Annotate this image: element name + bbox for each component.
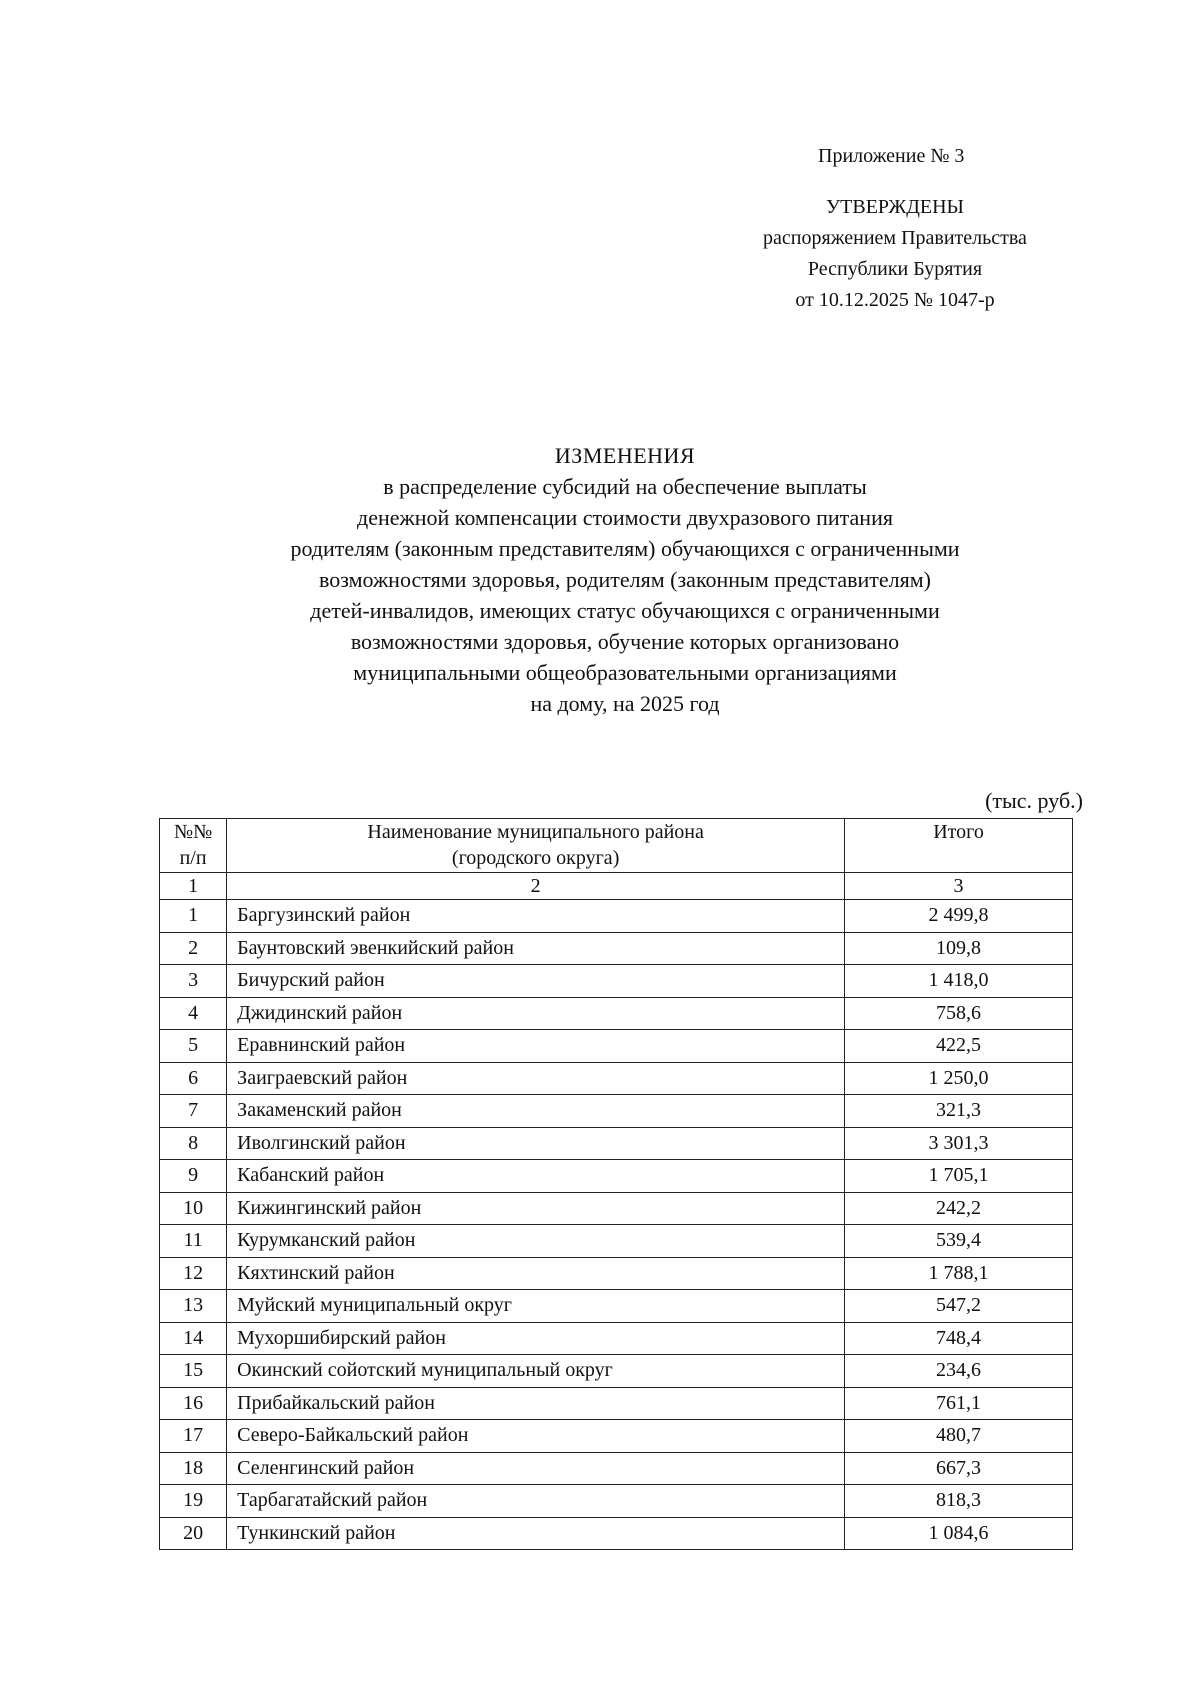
row-number: 19	[160, 1485, 227, 1518]
table-row	[160, 1225, 1073, 1258]
row-district-name: Баунтовский эвенкийский район	[227, 932, 845, 965]
approval-title: УТВЕРЖДЕНЫ	[825, 196, 965, 218]
row-number: 5	[160, 1030, 227, 1063]
header-name-line-2: (городского округа)	[451, 847, 620, 869]
row-number: 6	[160, 1062, 227, 1095]
row-total: 109,8	[845, 932, 1073, 965]
header-total: Итого	[845, 819, 1073, 873]
row-number: 9	[160, 1160, 227, 1193]
row-number: 7	[160, 1095, 227, 1128]
approval-line-3: от 10.12.2025 № 1047-р	[795, 289, 995, 311]
row-number: 2	[160, 932, 227, 965]
row-district-name: Заиграевский район	[227, 1062, 845, 1095]
row-number: 8	[160, 1127, 227, 1160]
row-number: 20	[160, 1517, 227, 1550]
row-district-name: Окинский сойотский муниципальный округ	[227, 1355, 845, 1388]
row-number: 17	[160, 1420, 227, 1453]
table-row	[160, 1517, 1073, 1550]
row-district-name: Тункинский район	[227, 1517, 845, 1550]
row-number: 12	[160, 1257, 227, 1290]
row-district-name: Кижингинский район	[227, 1192, 845, 1225]
row-total: 547,2	[845, 1290, 1073, 1323]
heading-line: детей-инвалидов, имеющих статус обучающихся с ограниченными	[310, 598, 940, 623]
table-row	[160, 1420, 1073, 1453]
heading-line: на дому, на 2025 год	[530, 691, 720, 716]
row-total: 539,4	[845, 1225, 1073, 1258]
heading-line: родителям (законным представителям) обучающихся с ограниченными	[290, 536, 960, 561]
approval-line-2: Республики Бурятия	[807, 258, 983, 280]
table-row	[160, 1452, 1073, 1485]
units-label: (тыс. руб.)	[985, 788, 1083, 813]
column-number: 1	[160, 873, 227, 900]
distribution-table	[159, 818, 1073, 1550]
table-row	[160, 1030, 1073, 1063]
table-header-row	[160, 819, 1073, 873]
heading-line: в распределение субсидий на обеспечение выплаты	[383, 474, 867, 499]
row-number: 15	[160, 1355, 227, 1388]
row-number: 13	[160, 1290, 227, 1323]
table-row	[160, 1322, 1073, 1355]
table-row	[160, 1192, 1073, 1225]
table-row	[160, 1355, 1073, 1388]
column-number-row	[160, 873, 1073, 900]
row-district-name: Северо-Байкальский район	[227, 1420, 845, 1453]
row-district-name: Прибайкальский район	[227, 1387, 845, 1420]
row-number: 10	[160, 1192, 227, 1225]
document-heading	[150, 440, 1100, 719]
column-number: 3	[845, 873, 1073, 900]
row-total: 1 418,0	[845, 965, 1073, 998]
header-name-line-1: Наименование муниципального района	[367, 821, 704, 843]
header-name	[227, 819, 845, 873]
row-number: 1	[160, 900, 227, 933]
header-number-line-2: п/п	[179, 847, 207, 869]
heading-line: возможностями здоровья, родителям (законным представителям)	[318, 567, 931, 592]
row-number: 11	[160, 1225, 227, 1258]
row-district-name: Кабанский район	[227, 1160, 845, 1193]
row-total: 3 301,3	[845, 1127, 1073, 1160]
row-total: 1 705,1	[845, 1160, 1073, 1193]
row-district-name: Бичурский район	[227, 965, 845, 998]
row-total: 321,3	[845, 1095, 1073, 1128]
row-district-name: Закаменский район	[227, 1095, 845, 1128]
row-district-name: Тарбагатайский район	[227, 1485, 845, 1518]
table-row	[160, 1062, 1073, 1095]
table-row	[160, 1485, 1073, 1518]
table-row	[160, 1290, 1073, 1323]
row-number: 16	[160, 1387, 227, 1420]
column-number: 2	[227, 873, 845, 900]
row-district-name: Еравнинский район	[227, 1030, 845, 1063]
row-district-name: Иволгинский район	[227, 1127, 845, 1160]
row-total: 422,5	[845, 1030, 1073, 1063]
annex-label: Приложение № 3	[818, 145, 965, 167]
row-total: 480,7	[845, 1420, 1073, 1453]
table-row	[160, 900, 1073, 933]
heading-line: возможностями здоровья, обучение которых организовано	[350, 629, 900, 654]
document-title: ИЗМЕНЕНИЯ	[554, 443, 696, 468]
table-row	[160, 1160, 1073, 1193]
table-row	[160, 1257, 1073, 1290]
heading-line: муниципальными общеобразовательными организациями	[353, 660, 897, 685]
row-total: 1 250,0	[845, 1062, 1073, 1095]
header-number-line-1: №№	[174, 821, 213, 843]
heading-line: денежной компенсации стоимости двухразового питания	[357, 505, 893, 530]
table-row	[160, 1127, 1073, 1160]
row-total: 2 499,8	[845, 900, 1073, 933]
row-total: 242,2	[845, 1192, 1073, 1225]
table-body	[160, 900, 1073, 1550]
row-total: 748,4	[845, 1322, 1073, 1355]
table-row	[160, 965, 1073, 998]
row-district-name: Муйский муниципальный округ	[227, 1290, 845, 1323]
row-district-name: Баргузинский район	[227, 900, 845, 933]
row-district-name: Селенгинский район	[227, 1452, 845, 1485]
table-row	[160, 997, 1073, 1030]
approval-line-1: распоряжением Правительства	[763, 227, 1027, 249]
header-number	[160, 819, 227, 873]
row-district-name: Мухоршибирский район	[227, 1322, 845, 1355]
row-number: 18	[160, 1452, 227, 1485]
row-number: 4	[160, 997, 227, 1030]
table-row	[160, 1387, 1073, 1420]
row-total: 234,6	[845, 1355, 1073, 1388]
row-district-name: Кяхтинский район	[227, 1257, 845, 1290]
row-total: 1 084,6	[845, 1517, 1073, 1550]
table-row	[160, 932, 1073, 965]
row-total: 758,6	[845, 997, 1073, 1030]
table-row	[160, 1095, 1073, 1128]
row-total: 667,3	[845, 1452, 1073, 1485]
row-number: 14	[160, 1322, 227, 1355]
row-total: 761,1	[845, 1387, 1073, 1420]
row-district-name: Курумканский район	[227, 1225, 845, 1258]
row-total: 818,3	[845, 1485, 1073, 1518]
row-number: 3	[160, 965, 227, 998]
row-total: 1 788,1	[845, 1257, 1073, 1290]
row-district-name: Джидинский район	[227, 997, 845, 1030]
